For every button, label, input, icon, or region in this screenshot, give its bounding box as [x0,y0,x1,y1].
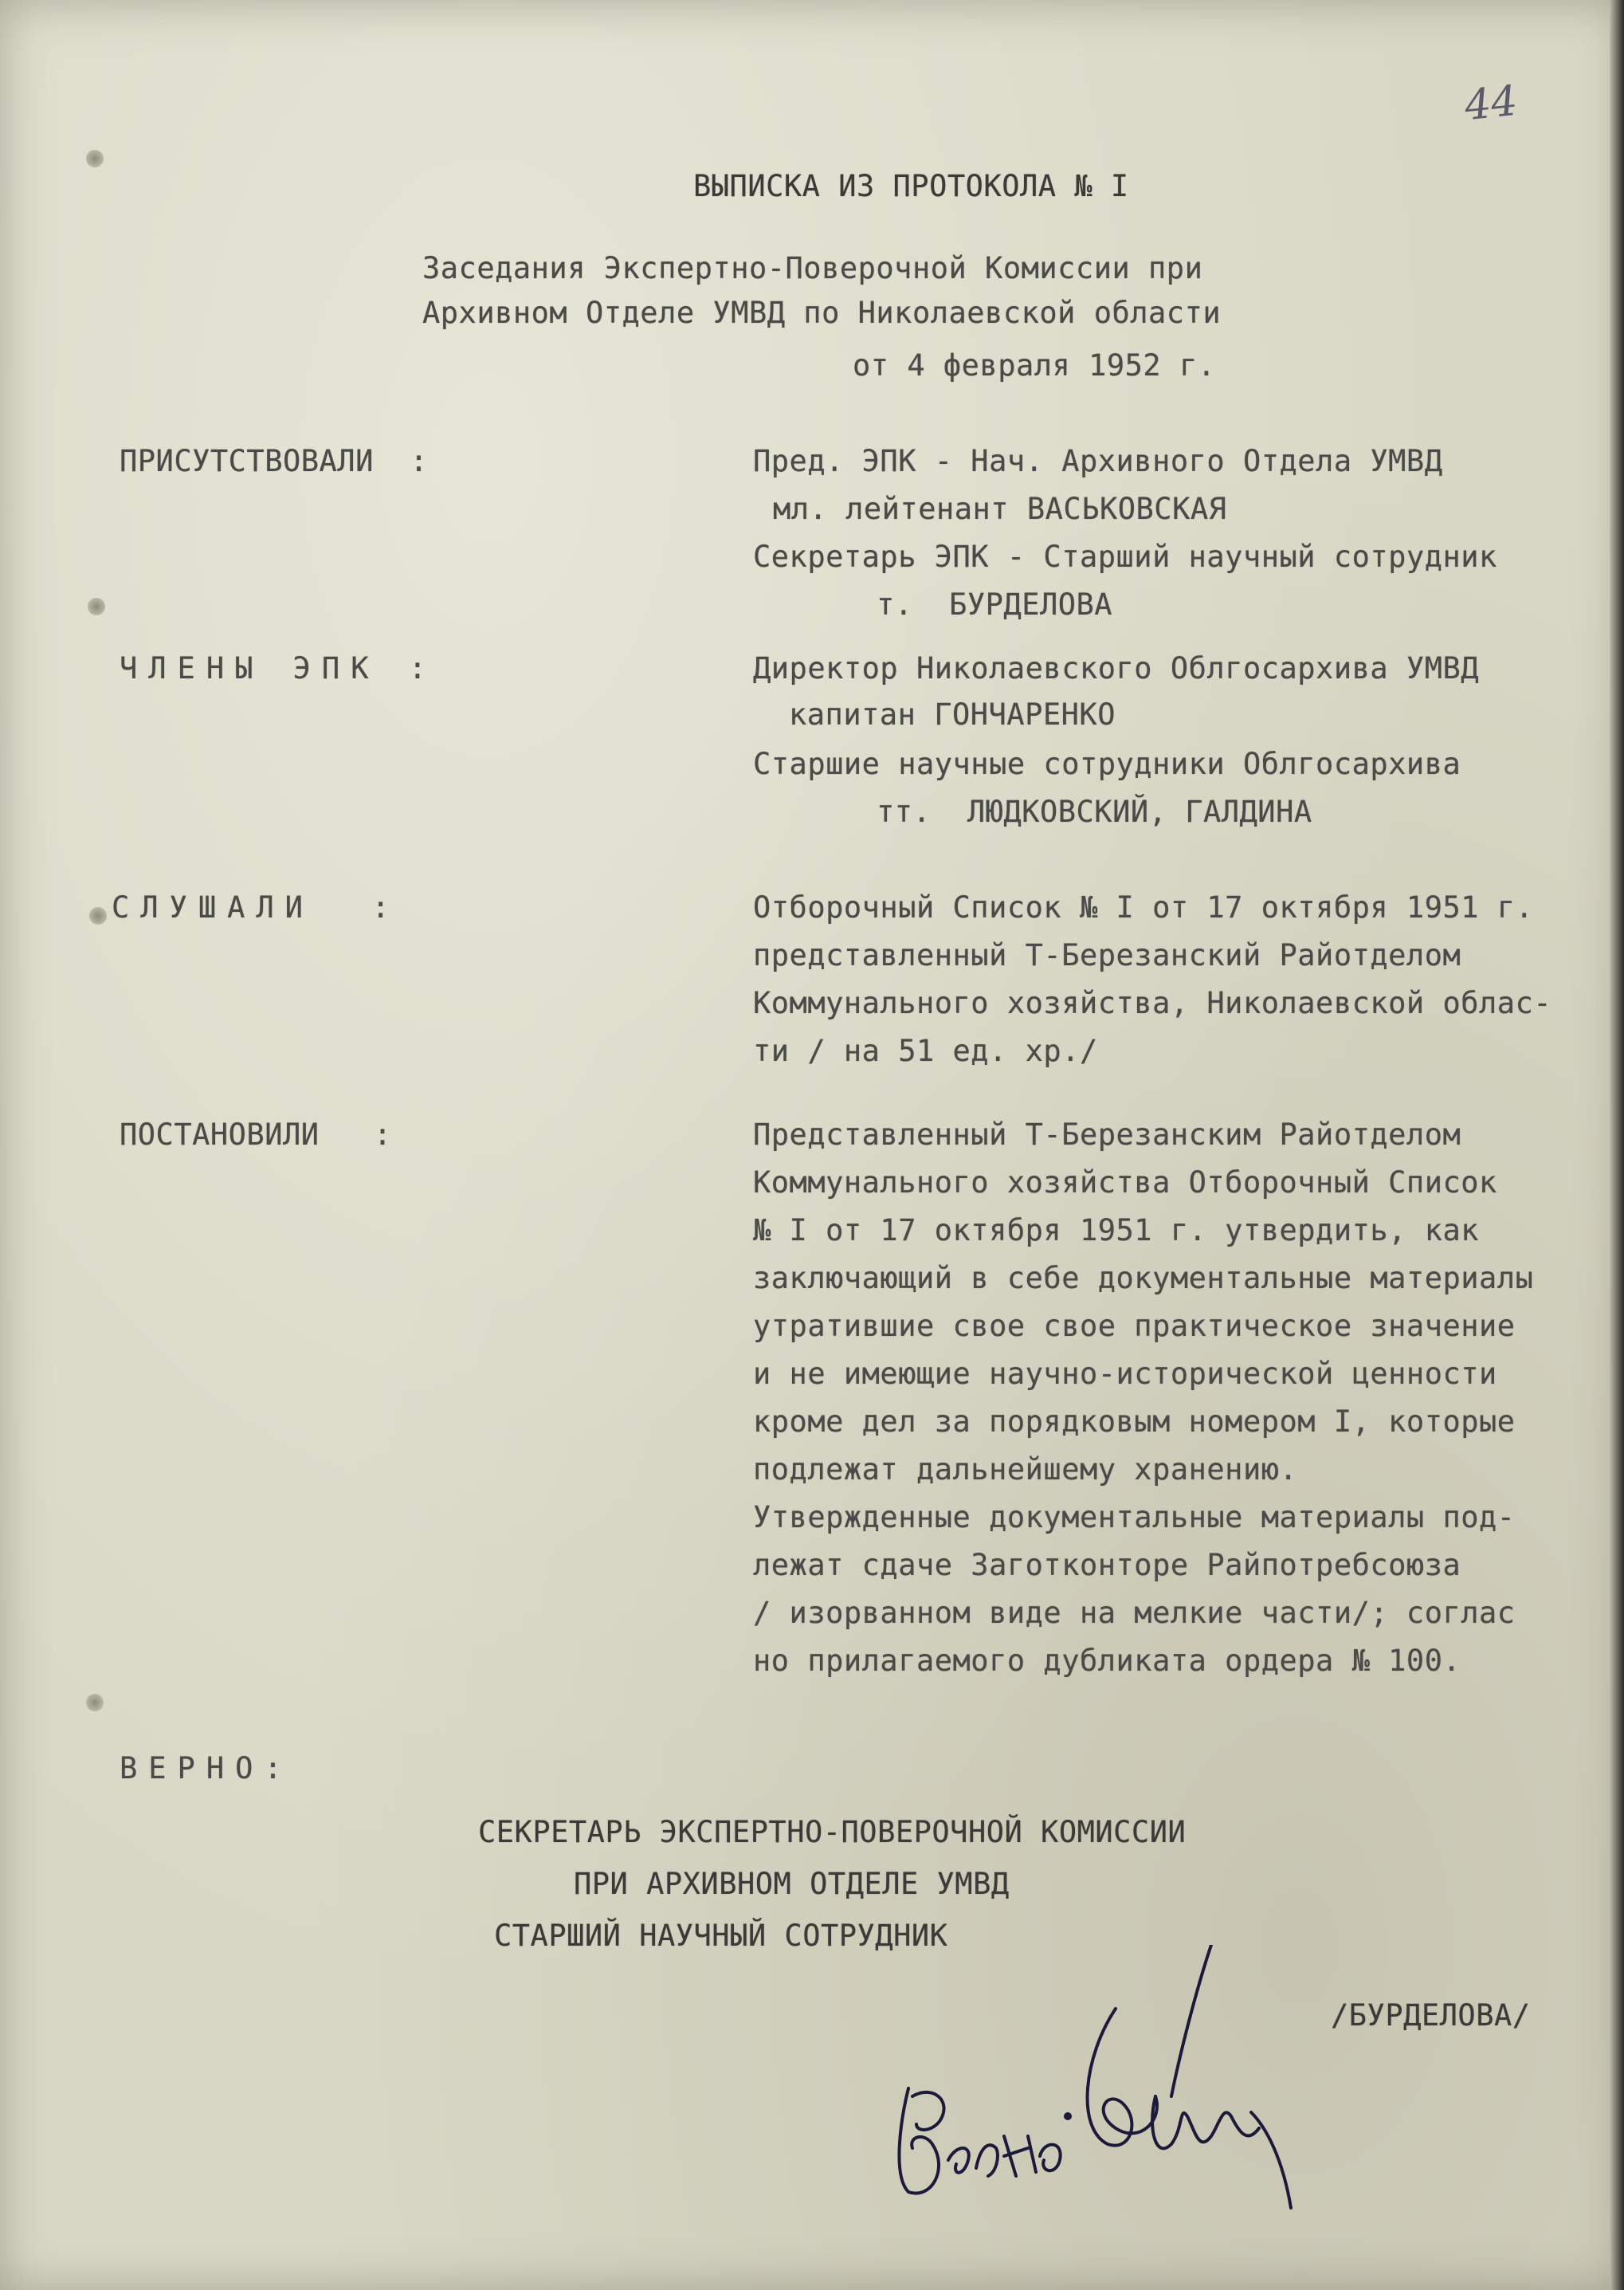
members-line: капитан ГОНЧАРЕНКО [789,697,1116,732]
present-line: мл. лейтенант ВАСЬКОВСКАЯ [773,492,1227,526]
members-line: Директор Николаевского Облгосархива УМВД [753,651,1480,685]
section-label-members: ЧЛЕНЫ ЭПК : [120,651,438,685]
signer-name: /БУРДЕЛОВА/ [1331,1998,1531,2033]
section-label-resolved: ПОСТАНОВИЛИ : [120,1118,392,1152]
heard-line: Отборочный Список № I от 17 октября 1951 г. [753,890,1534,925]
certified-line: ПРИ АРХИВНОМ ОТДЕЛЕ УМВД [574,1867,1010,1901]
members-line: тт. ЛЮДКОВСКИЙ, ГАЛДИНА [877,795,1312,829]
punch-hole-mark [88,598,105,615]
heard-line: ти / на 51 ед. хр./ [753,1034,1098,1068]
handwritten-signature [877,1945,1323,2248]
resolved-line: № I от 17 октября 1951 г. утвердить, как [753,1213,1480,1247]
document-title: ВЫПИСКА ИЗ ПРОТОКОЛА № I [693,169,1129,203]
header-date: от 4 февраля 1952 г. [853,348,1216,383]
certified-label: ВЕРНО: [120,1751,293,1785]
resolved-line: кроме дел за порядковым номером I, которые [753,1404,1516,1439]
resolved-line: заключающий в себе документальные материалы [753,1261,1534,1295]
heard-line: представленный Т-Березанский Райотделом [753,938,1461,972]
certified-line: СЕКРЕТАРЬ ЭКСПЕРТНО-ПОВЕРОЧНОЙ КОМИССИИ [478,1815,1187,1849]
resolved-line: и не имеющие научно-исторической ценности [753,1357,1497,1391]
punch-hole-mark [86,1694,104,1711]
resolved-line: утратившие свое свое практическое значение [753,1309,1516,1343]
page-edge-shadow [1610,0,1624,2290]
resolved-line: лежат сдаче Заготконторе Райпотребсоюза [753,1548,1461,1582]
section-label-present: ПРИСУТСТВОВАЛИ : [120,444,429,478]
resolved-line: Коммунального хозяйства Отборочный Список [753,1165,1497,1200]
header-line-1: Заседания Экспертно-Поверочной Комиссии при [422,251,1203,285]
resolved-line: / изорванном виде на мелкие части/; соглас [753,1596,1516,1630]
header-line-2: Архивном Отделе УМВД по Николаевской области [422,296,1222,330]
resolved-line: Утвержденные документальные материалы под- [753,1500,1516,1534]
members-line: Старшие научные сотрудники Облгосархива [753,747,1461,781]
heard-line: Коммунального хозяйства, Николаевской облас- [753,986,1552,1020]
present-line: Секретарь ЭПК - Старший научный сотрудник [753,540,1497,574]
certified-line: СТАРШИЙ НАУЧНЫЙ СОТРУДНИК [494,1919,948,1953]
punch-hole-mark [89,907,107,925]
present-line: Пред. ЭПК - Нач. Архивного Отдела УМВД [753,444,1443,478]
section-label-heard: СЛУШАЛИ : [112,890,401,925]
resolved-line: но прилагаемого дубликата ордера № 100. [753,1644,1461,1678]
folio-number: 44 [1462,77,1520,131]
resolved-line: Представленный Т-Березанским Райотделом [753,1118,1461,1152]
present-line: т. БУРДЕЛОВА [877,587,1113,622]
resolved-line: подлежат дальнейшему хранению. [753,1452,1298,1487]
punch-hole-mark [86,150,104,167]
